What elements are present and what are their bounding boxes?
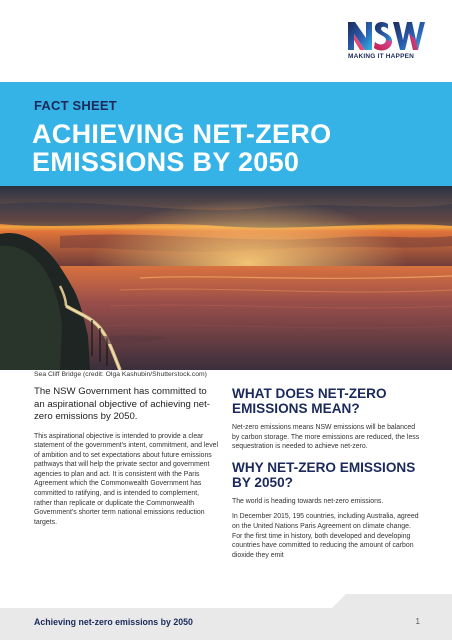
hero-caption: Sea Cliff Bridge (credit: Olga Kashubin/Shutterstock.com) [34,371,207,378]
footer-document-title: Achieving net-zero emissions by 2050 [34,617,193,627]
title-banner [0,82,452,186]
fact-sheet-label: FACT SHEET [34,98,117,113]
heading-why-net-zero-by-2050: WHY NET-ZERO EMISSIONS BY 2050? [232,459,416,490]
left-column [34,386,218,527]
footer-corner-decoration [332,594,452,608]
world-heading-paragraph: The world is heading towards net-zero emissions. [232,497,384,505]
nsw-wordmark-icon [346,18,426,52]
page-footer [0,608,452,640]
page-title-line-1: ACHIEVING NET-ZERO [32,119,332,149]
logo-tagline: MAKING IT HAPPEN [348,53,415,60]
body-paragraph: This aspirational objective is intended to provide a clear statement of the government's intent, commitment, and level of ambition and to set expectations about future emissions pathways that will help the private sector and government agencies to plan and act. It is consistent with the Paris Agreement which the Commonwealth Government has committed to ratifying, and is intended to complement, rather than replicate or duplicate the Commonwealth Government's shorter term national emissions reduction targets. [34,432,219,526]
heading-what-does-net-zero-mean: WHAT DOES NET-ZERO EMISSIONS MEAN? [232,386,387,416]
page-number: 1 [415,617,420,626]
page-title-line-2: EMISSIONS BY 2050 [32,147,300,177]
nsw-logo [346,18,426,64]
paris-agreement-paragraph: In December 2015, 195 countries, including Australia, agreed on the United Nations Paris Agreement on climate change. For the first time in history, both developed and developing countries have committed to reducing the amount of carbon dioxide they emit [232,513,419,559]
sea-cliff-bridge-photo [0,186,452,370]
net-zero-definition-paragraph: Net-zero emissions means NSW emissions will be balanced by carbon storage. The more emissions are reduced, the less sequestration is needed to achieve net-zero. [232,424,420,451]
page-title [32,120,331,176]
right-column [232,386,422,566]
lead-paragraph: The NSW Government has committed to an aspirational objective of achieving net-zero emissions by 2050. [34,386,210,422]
hero-image [0,186,452,370]
